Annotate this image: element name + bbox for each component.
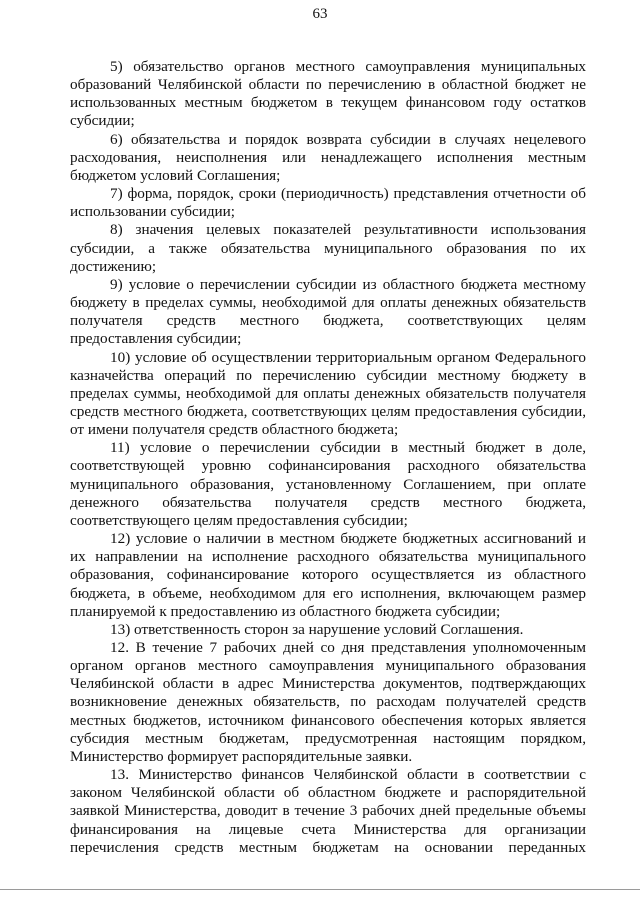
paragraph-item-11: 11) условие о перечислении субсидии в местный бюджет в доле, соответствующей уровню софинансирования расходного обязательства муниципального образования, установленному Соглашением, при оплате денежного обязательства получателя средств местного бюджета, соответствующего целям предоставления субсидии; bbox=[70, 439, 586, 529]
paragraph-clause-12: 12. В течение 7 рабочих дней со дня представления уполномоченным органом органов местного самоуправления муниципального образования Челябинской области в адрес Министерства документов, подтверждающих возникновение денежных обязательств, по расходам получателей средств местных бюджетов, источником финансового обеспечения которых является субсидия местным бюджетам, предусмотренная настоящим порядком, Министерство формирует распорядительные заявки. bbox=[70, 639, 586, 765]
paragraph-item-8: 8) значения целевых показателей результативности использования субсидии, а также обязательства муниципального образования по их достижению; bbox=[70, 221, 586, 275]
page-number: 63 bbox=[312, 6, 328, 22]
paragraph-item-5: 5) обязательство органов местного самоуправления муниципальных образований Челябинской области по перечислению в областной бюджет не использованных местным бюджетом в текущем финансовом году остатков субсидии; bbox=[70, 58, 586, 130]
paragraph-item-10: 10) условие об осуществлении территориальным органом Федерального казначейства операций по перечислению субсидии местному бюджету в пределах суммы, необходимой для оплаты денежных обязательств получателя средств местного бюджета, соответствующих целям предоставления субсидии, от имени получателя средств областного бюджета; bbox=[70, 348, 586, 439]
paragraph-item-13: 13) ответственность сторон за нарушение условий Соглашения. bbox=[110, 620, 524, 638]
paragraph-item-6: 6) обязательства и порядок возврата субсидии в случаях нецелевого расходования, неисполнения или ненадлежащего исполнения местным бюджетом условий Соглашения; bbox=[70, 130, 586, 184]
paragraph-item-9: 9) условие о перечислении субсидии из областного бюджета местному бюджету в пределах суммы, необходимой для оплаты денежных обязательств получателя средств местного бюджета, соответствующих целям предоставления субсидии; bbox=[70, 275, 586, 348]
document-body bbox=[70, 58, 586, 857]
paragraph-item-12: 12) условие о наличии в местном бюджете бюджетных ассигнований и их направлении на исполнение расходного обязательства муниципального образования, софинансирование которого осуществляется из областного бюджета, в объеме, необходимом для его исполнения, включающем размер планируемой к предоставлению из областного бюджета субсидии; bbox=[70, 530, 586, 620]
paragraph-clause-13: 13. Министерство финансов Челябинской области в соответствии с законом Челябинской области об областном бюджете и распорядительной заявкой Министерства, доводит в течение 3 рабочих дней предельные объемы финансирования на лицевые счета Министерства для организации перечисления средств местным бюджетам на основании переданных bbox=[70, 766, 586, 856]
paragraph-item-7: 7) форма, порядок, сроки (периодичность) представления отчетности об использовании субсидии; bbox=[70, 185, 586, 221]
bottom-divider bbox=[0, 889, 640, 890]
